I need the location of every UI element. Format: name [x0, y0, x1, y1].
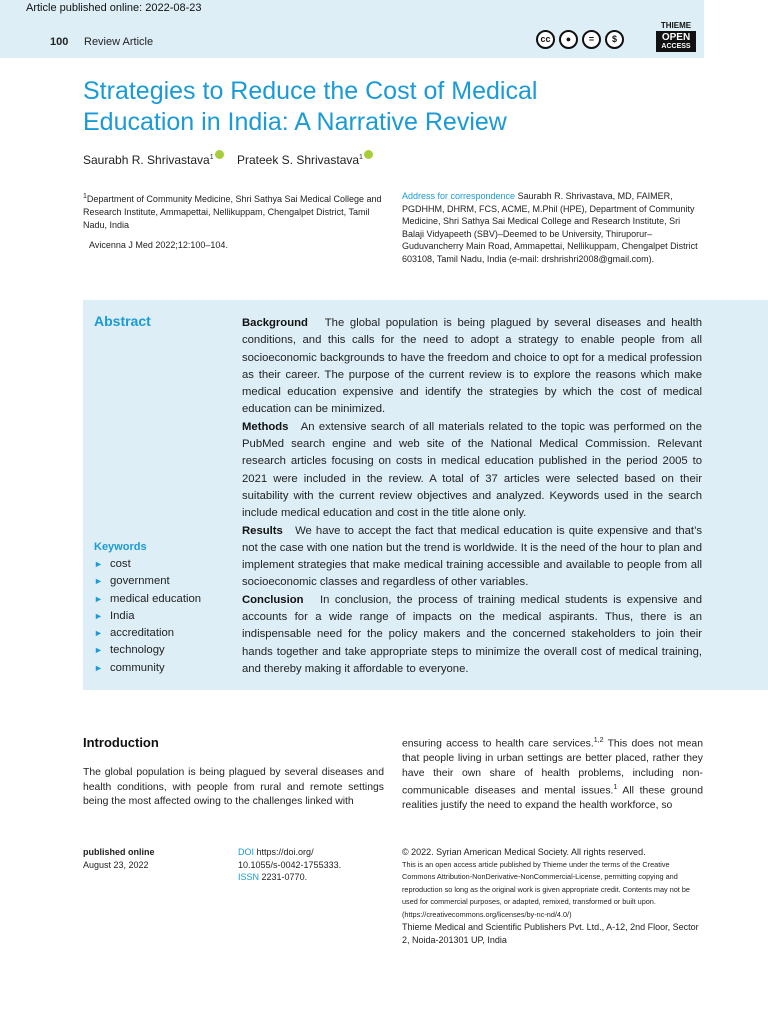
keyword-item: [94, 608, 201, 625]
article-type: Review Article: [84, 36, 154, 48]
intro-text: This does not mean that people living in urban settings are better placed, rather they have their own share of health problems, including non-communicable diseases and mental issues.: [402, 738, 703, 797]
introduction-paragraph-col2: [402, 734, 703, 814]
logo-open-text: OPEN: [661, 32, 691, 43]
issn-label: ISSN: [238, 872, 260, 882]
keyword-item: [94, 660, 201, 677]
arrow-icon: ►: [94, 610, 103, 621]
nc-icon: $: [605, 30, 624, 49]
issn-value: 2231-0770.: [261, 872, 308, 882]
keyword-item: [94, 625, 201, 642]
correspondence: [402, 190, 702, 265]
footer-doi: [238, 846, 341, 884]
abstract-section-label: Results: [242, 524, 283, 537]
article-title: [83, 76, 643, 138]
published-online-line: Article published online: 2022-08-23: [26, 2, 202, 14]
arrow-icon: ►: [94, 593, 103, 604]
keyword-text: technology: [110, 644, 165, 657]
copyright-line: © 2022. Syrian American Medical Society. All rights reserved.: [402, 847, 646, 857]
abstract-section-text: The global population is being plagued by several diseases and health conditions, and this calls for the need to adopt a strategy to enable people from all socioeconomic backgrounds to have the freedom and choice to opt for a medical profession as their career. The purpose of the current review is to explore the reasons which make medical education expensive and identify the strategies by which the cost of medical education can be minimized.: [242, 317, 702, 416]
arrow-icon: ►: [94, 645, 103, 656]
keyword-item: [94, 573, 201, 590]
thieme-open-access-logo: [656, 21, 696, 55]
keyword-text: government: [110, 575, 170, 588]
intro-text: All these ground realities justify the need to expand the health workforce, so: [402, 785, 703, 812]
orcid-icon[interactable]: [215, 150, 224, 159]
author-name: Prateek S. Shrivastava: [236, 153, 360, 167]
title-line-1: Strategies to Reduce the Cost of Medical: [83, 77, 538, 105]
license-icons[interactable]: [536, 30, 624, 50]
introduction-heading: Introduction: [83, 735, 159, 750]
keyword-text: community: [110, 661, 165, 674]
author-affiliation-sup: 1: [359, 154, 363, 161]
doi-link-part2[interactable]: 10.1055/s-0042-1755333.: [238, 859, 342, 870]
arrow-icon: ►: [94, 662, 103, 673]
keywords-heading: Keywords: [94, 541, 147, 553]
reference-sup[interactable]: 1,2: [593, 737, 604, 744]
affiliation-text: Department of Community Medicine, Shri Sathya Sai Medical College and Research Institute, Ammapettai, Nellikuppam, Chengalpet District, Tamil Nadu, India: [83, 194, 382, 230]
keywords-list: [94, 556, 201, 677]
abstract-body: [242, 315, 702, 678]
intro-text: ensuring access to health care services.: [402, 738, 594, 750]
arrow-icon: ►: [94, 576, 103, 587]
affiliation-sup: 1: [83, 193, 87, 200]
doi-label: DOI: [238, 847, 255, 857]
abstract-section-text: In conclusion, the process of training medical students is expensive and accounts for a wide range of impacts on the medical aspirants. Thus, there is an indispensable need for the policy makers and the concerned stakeholders to join their hands together and take appropriate steps to minimize the overall cost of medical training, and thereby making it affordable to everyone.: [242, 593, 702, 675]
published-date: August 23, 2022: [83, 859, 149, 870]
license-text: This is an open access article published by Thieme under the terms of the Creative Commons Attribution-NonDerivative-NonCommercial-License, permitting copying and reproduction so long as the original work is given appropriate credit. Contents may not be used for commercial purposes, or adapted, remixed, transformed or built upon. (https://creativecommons.org/licenses/by-nc-nd/4.0/): [402, 859, 690, 919]
citation: Avicenna J Med 2022;12:100–104.: [89, 240, 228, 250]
abstract-section-label: Conclusion: [242, 593, 304, 606]
abstract-conclusion: [242, 592, 702, 678]
correspondence-text: Saurabh R. Shrivastava, MD, FAIMER, PGDHHM, DHRM, FCS, ACME, M.Phil (HPE), Department of Community Medicine, Shri Sathya Sai Medical College and Research Institute, Sri Balaji Vidyapeeth (SBV)–Deemed to be University, Thiruporur–Guduvancherry Main Road, Ammapettai, Nellikuppam, Chengalpet District 603108, Tamil Nadu, India: [402, 191, 698, 264]
abstract-methods: [242, 419, 702, 523]
keyword-text: medical education: [110, 592, 202, 605]
logo-access-text: ACCESS: [661, 43, 691, 50]
page-number: 100: [50, 36, 69, 48]
abstract-section-label: Methods: [242, 420, 289, 433]
abstract-background: [242, 315, 702, 419]
keyword-item: [94, 591, 201, 608]
cc-icon: cc: [536, 30, 555, 49]
publisher-address: Thieme Medical and Scientific Publishers Pvt. Ltd., A-12, 2nd Floor, Sector 2, Noida-201301 UP, India: [402, 922, 699, 945]
footer-copyright: [402, 846, 702, 946]
correspondence-email[interactable]: (e-mail: drshrishri2008@gmail.com).: [508, 253, 655, 264]
author-name: Saurabh R. Shrivastava: [83, 153, 210, 167]
logo-open-access-box: [656, 31, 696, 52]
footer-published: [83, 846, 155, 871]
author-list: [83, 150, 373, 167]
logo-thieme-text: THIEME: [660, 21, 692, 30]
nd-icon: =: [582, 30, 601, 49]
affiliation: [83, 190, 383, 232]
introduction-paragraph-col1: The global population is being plagued by several diseases and health conditions, with people from rural and remote settings being the most affected owing to the challenges linked with: [83, 767, 384, 808]
orcid-icon[interactable]: [364, 150, 373, 159]
by-icon: ●: [559, 30, 578, 49]
keyword-text: accreditation: [110, 627, 175, 640]
reference-sup[interactable]: 1: [613, 784, 618, 792]
keyword-text: India: [110, 609, 135, 622]
doi-link[interactable]: https://doi.org/: [256, 847, 314, 857]
keyword-item: [94, 642, 201, 659]
abstract-section-label: Background: [242, 317, 308, 329]
author-affiliation-sup: 1: [209, 154, 214, 161]
abstract-heading: Abstract: [94, 313, 151, 329]
title-line-2: Education in India: A Narrative Review: [83, 108, 507, 136]
abstract-section-text: An extensive search of all materials related to the topic was performed on the PubMed search engine and web site of the National Medical Commission. Relevant research articles focusing on costs in medical education published in the period 2005 to 2021 were included in the review. A total of 37 articles were selected based on their suitability with the current review objectives and analyzed. Keywords used in the search include medical education and cost in the title alone only.: [242, 420, 702, 520]
arrow-icon: ►: [94, 628, 103, 639]
keyword-text: cost: [110, 558, 131, 570]
arrow-icon: ►: [94, 559, 103, 569]
published-label: published online: [83, 847, 155, 857]
abstract-results: [242, 523, 702, 592]
abstract-section-text: We have to accept the fact that medical education is quite expensive and that’s not the case with one nation but the trend is worldwide. It is the need of the hour to plan and implement strategies that make medical training accessible and available to people from all socioeconomic classes and regardless of other variables.: [242, 524, 702, 589]
correspondence-label: Address for correspondence: [402, 191, 516, 201]
keyword-item: [94, 556, 201, 573]
